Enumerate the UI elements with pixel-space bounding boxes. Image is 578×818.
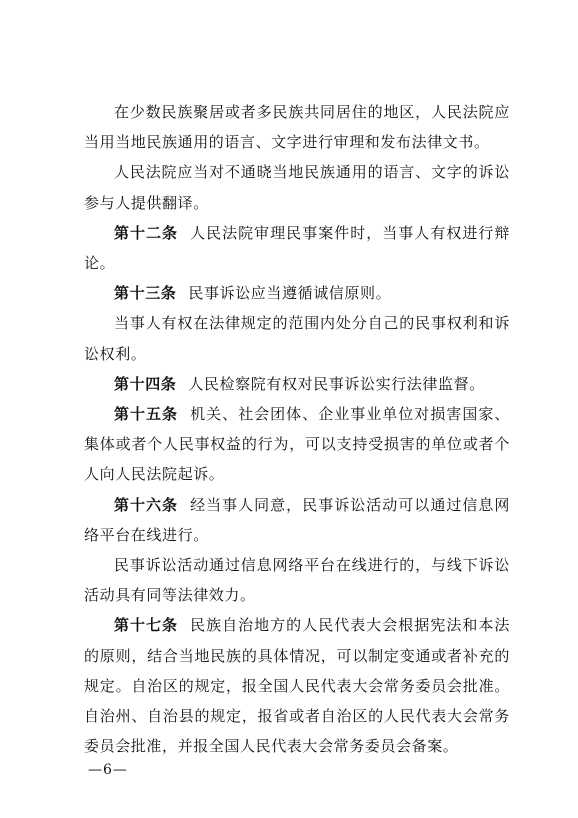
paragraph (84, 218, 510, 278)
article-number: 第十三条 (114, 284, 177, 303)
paragraph-text: 民事诉讼应当遵循诚信原则。 (188, 284, 392, 303)
paragraph-text: 民事诉讼活动通过信息网络平台在线进行的，与线下诉讼活动具有同等法律效力。 (84, 556, 510, 605)
paragraph-text: 经当事人同意，民事诉讼活动可以通过信息网络平台在线进行。 (84, 495, 510, 544)
article-number: 第十五条 (114, 405, 179, 424)
paragraph-text: 机关、社会团体、企业事业单位对损害国家、集体或者个人民事权益的行为，可以支持受损害的单位或者个人向人民法院起诉。 (84, 405, 510, 484)
article-number: 第十七条 (114, 616, 179, 635)
paragraph (84, 97, 510, 157)
paragraph-text: 当事人有权在法律规定的范围内处分自己的民事权利和诉讼权利。 (84, 314, 510, 363)
paragraph-text: 人民法院审理民事案件时，当事人有权进行辩论。 (84, 223, 510, 273)
paragraph (84, 308, 510, 368)
paragraph (84, 157, 510, 217)
paragraph (84, 399, 510, 490)
paragraph (84, 369, 510, 399)
article-number: 第十六条 (114, 495, 179, 514)
paragraph-text: 民族自治地方的人民代表大会根据宪法和本法的原则，结合当地民族的具体情况，可以制定变通或者补充的规定。自治区的规定，报全国人民代表大会常务委员会批准。自治州、自治县的规定，报省或者自治区的人民代表大会常务委员会批准，并报全国人民代表大会常务委员会备案。 (84, 616, 510, 756)
paragraph (84, 550, 510, 610)
paragraph-text: 在少数民族聚居或者多民族共同居住的地区，人民法院应当用当地民族通用的语言、文字进行审理和发布法律文书。 (84, 103, 510, 152)
page-number: —6— (88, 762, 128, 778)
paragraph (84, 610, 510, 761)
document-body (84, 97, 510, 761)
paragraph (84, 490, 510, 550)
paragraph (84, 278, 510, 308)
paragraph-text: 人民法院应当对不通晓当地民族通用的语言、文字的诉讼参与人提供翻译。 (84, 163, 510, 212)
article-number: 第十四条 (114, 374, 177, 393)
paragraph-text: 人民检察院有权对民事诉讼实行法律监督。 (188, 374, 485, 393)
article-number: 第十二条 (114, 223, 179, 242)
